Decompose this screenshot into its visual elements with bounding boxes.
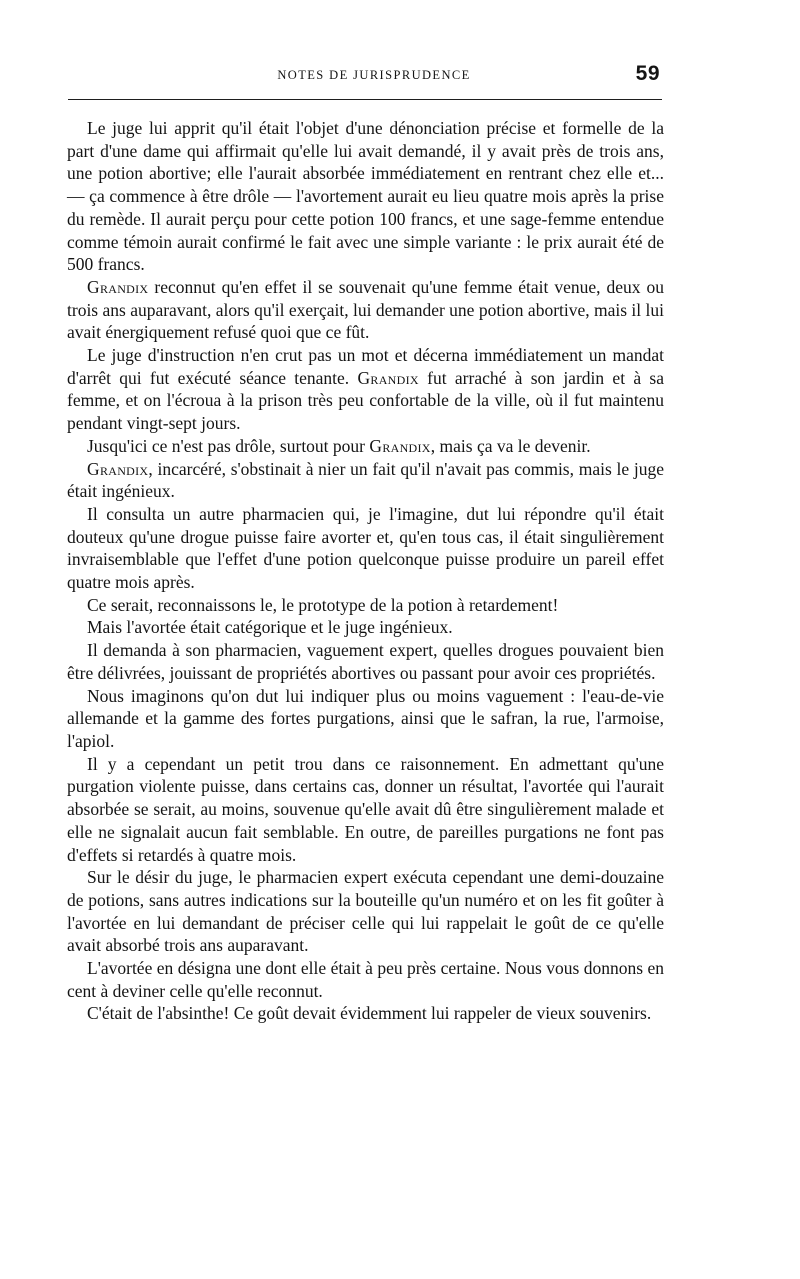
running-title: NOTES DE JURISPRUDENCE — [277, 68, 471, 82]
person-name: Grandix — [87, 276, 149, 297]
text-run: Nous imaginons qu'on dut lui indiquer plus ou moins vaguement : l'eau-de-vie allemande et la gamme des fortes purgations, ainsi que le safran, la rue, l'armoise, l'apiol. — [67, 685, 664, 751]
text-run: reconnut qu'en effet il se souvenait qu'une femme était venue, deux ou trois ans auparavant, alors qu'il exerçait, lui demander une potion abortive, mais il lui avait énergiquement refusé quoi que ce fût. — [67, 276, 665, 343]
paragraph — [67, 503, 664, 594]
text-run: L'avortée en désigna une dont elle était à peu près certaine. Nous vous donnons en cent à deviner celle qu'elle reconnut. — [67, 958, 664, 1001]
paragraph — [67, 957, 664, 1002]
text-run: Jusqu'ici ce n'est pas drôle, surtout pour — [87, 435, 370, 456]
text-run: Le juge lui apprit qu'il était l'objet d'une dénonciation précise et formelle de la part d'une dame qui affirmait qu'elle lui avait demandé, il y avait près de trois ans, une potion abortive; elle l'aurait absorbée immédiatement en rentrant chez elle et... — ça commence à être drôle — l'avortement aurait eu lieu quatre mois après la prise du remède. Il aurait perçu pour cette potion 100 francs, et une sage-femme entendue comme témoin aurait confirmé le fait avec une simple variante : le prix aurait été de 500 francs. — [67, 118, 664, 275]
text-run: Ce serait, reconnaissons le, le prototype de la potion à retardement! — [87, 594, 559, 615]
page-number: 59 — [635, 62, 660, 85]
text-run: , incarcéré, s'obstinait à nier un fait qu'il n'avait pas commis, mais le juge était ingénieux. — [67, 458, 664, 502]
text-run: fut arraché à son jardin et à sa femme, et on l'écroua à la prison très peu confortable de la ville, où il fut maintenu pendant vingt-sept jours. — [67, 367, 664, 434]
person-name: Grandix — [357, 367, 419, 388]
paragraph — [67, 458, 664, 503]
paragraph — [67, 1002, 664, 1025]
paragraph — [67, 616, 664, 639]
text-run: C'était de l'absinthe! Ce goût devait évidemment lui rappeler de vieux souvenirs. — [87, 1003, 652, 1024]
paragraph — [67, 753, 664, 867]
text-run: Mais l'avortée était catégorique et le juge ingénieux. — [87, 617, 453, 638]
text-run: , mais ça va le devenir. — [430, 435, 591, 456]
text-run: Sur le désir du juge, le pharmacien expert exécuta cependant une demi-douzaine de potions, sans autres indications sur la bouteille qu'un numéro et on les fit goûter à l'avortée en lui demandant de préciser celle qui lui rappelait le goût de ce qu'elle avait absorbé trois ans auparavant. — [67, 867, 664, 956]
text-run: Il consulta un autre pharmacien qui, je l'imagine, dut lui répondre qu'il était douteux qu'une drogue puisse faire avorter et, qu'en tous cas, il était singulièrement invraisemblable que l'effet d'une potion quelconque puisse produire un pareil effet quatre mois après. — [67, 503, 664, 593]
paragraph — [67, 435, 664, 458]
person-name: Grandix — [369, 435, 431, 456]
paragraph — [67, 866, 664, 957]
body-text — [67, 117, 664, 1025]
paragraph — [67, 594, 664, 617]
text-run: Le juge d'instruction n'en crut pas un mot et décerna immédiatement un mandat d'arrêt qui fut exécuté séance tenante. — [67, 345, 664, 388]
paragraph — [67, 639, 664, 684]
paragraph — [67, 344, 664, 435]
paragraph — [67, 117, 664, 276]
person-name: Grandix — [87, 458, 149, 479]
text-run: Il demanda à son pharmacien, vaguement expert, quelles drogues pouvaient bien être délivrées, jouissant de propriétés abortives ou passant pour avoir ces propriétés. — [67, 640, 664, 683]
header-rule — [68, 99, 662, 100]
running-head — [68, 62, 662, 88]
text-run: Il y a cependant un petit trou dans ce raisonnement. En admettant qu'une purgation violente puisse, dans certains cas, donner un résultat, l'avortée qui l'aurait absorbée se serait, au moins, souvenue qu'elle avait dû être singulièrement malade et elle ne signalait aucun fait semblable. En outre, de pareilles purgations ne font pas d'effets si retardés à quatre mois. — [67, 753, 664, 865]
paragraph — [67, 685, 664, 753]
paragraph — [67, 276, 664, 344]
